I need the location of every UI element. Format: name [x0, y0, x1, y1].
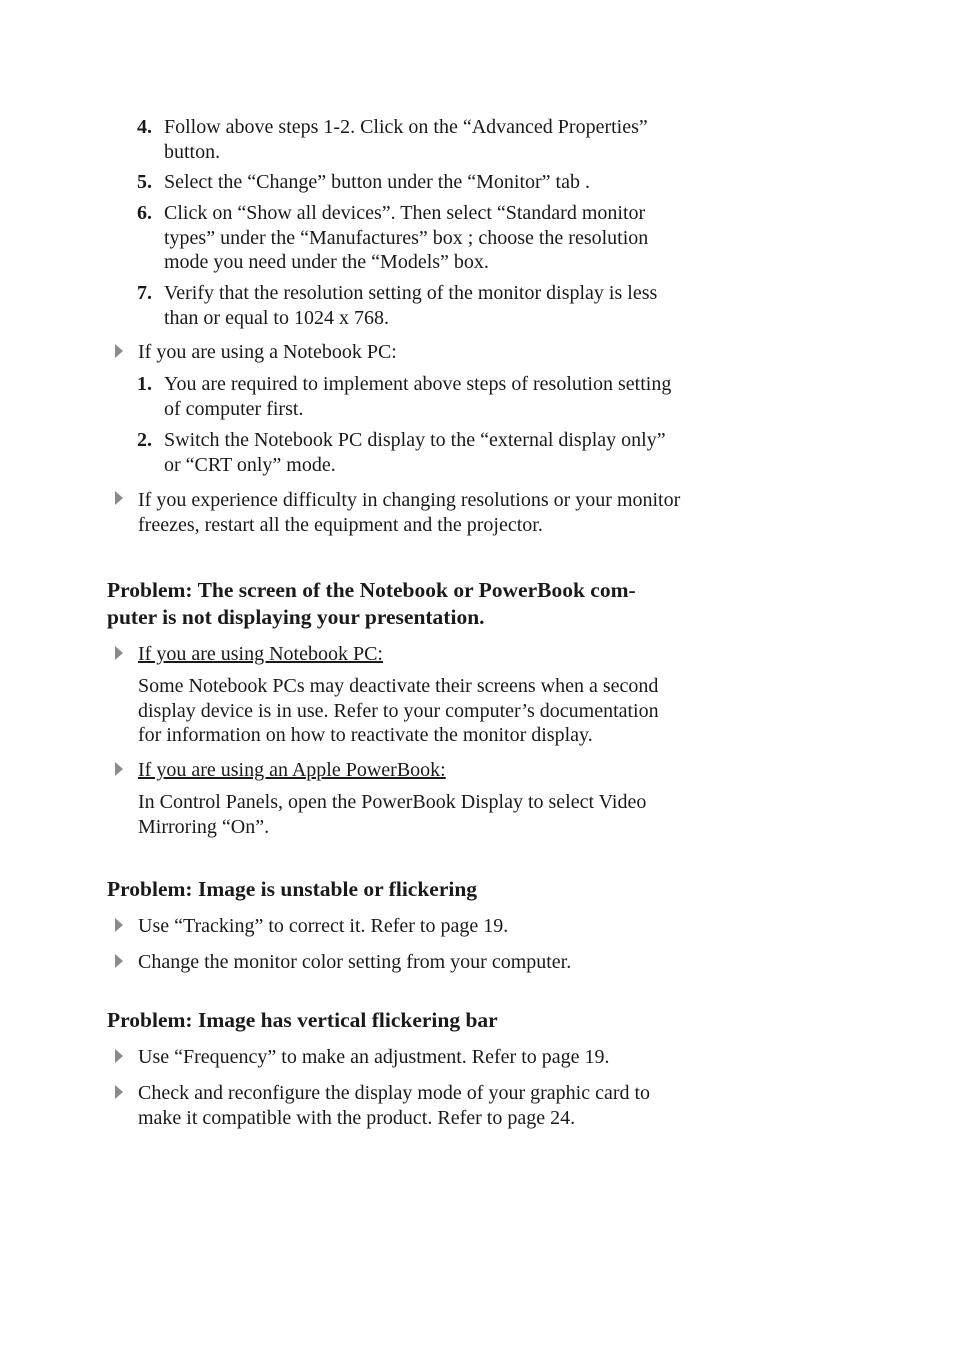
bullet-notebook-text: If you are using a Notebook PC: [138, 341, 397, 363]
bullet-text: Use “Frequency” to make an adjustment. Refer to page 19. [138, 1046, 610, 1068]
apple-subheading: If you are using an Apple PowerBook: [138, 759, 446, 781]
bullet-triangle-icon [115, 1085, 123, 1099]
step-number: 6. [137, 202, 152, 224]
problem-heading: Problem: Image is unstable or flickering [107, 877, 478, 901]
bullet-difficulty-text: If you experience difficulty in changing resolutions or your monitor freezes, restart all the equipment and the projector. [138, 489, 681, 536]
bullet-triangle-icon [115, 954, 123, 968]
step-number: 5. [137, 171, 152, 193]
bullet-text: Change the monitor color setting from your computer. [138, 951, 572, 973]
bullet-text: Check and reconfigure the display mode of your graphic card to make it compatible with the product. Refer to page 24. [138, 1082, 651, 1129]
problem-heading: Problem: The screen of the Notebook or PowerBook com- puter is not displaying your presentation. [107, 578, 636, 629]
notebook-paragraph: Some Notebook PCs may deactivate their screens when a second display device is in use. Refer to your computer’s documentation for information on how to reactivate the monitor display. [138, 675, 659, 746]
bullet-triangle-icon [115, 918, 123, 932]
bullet-triangle-icon [115, 344, 123, 358]
bullet-triangle-icon [115, 491, 123, 505]
apple-paragraph: In Control Panels, open the PowerBook Display to select Video Mirroring “On”. [138, 791, 647, 838]
notebook-subheading: If you are using Notebook PC: [138, 643, 383, 665]
step-text: Click on “Show all devices”. Then select “Standard monitor types” under the “Manufactures” box ; choose the resolution mode you need under the “Models” box. [164, 202, 649, 273]
bullet-text: Use “Tracking” to correct it. Refer to page 19. [138, 915, 509, 937]
step-number: 4. [137, 116, 152, 138]
step-text: Verify that the resolution setting of the monitor display is less than or equal to 1024 x 768. [164, 282, 658, 329]
bullet-triangle-icon [115, 762, 123, 776]
problem-heading: Problem: Image has vertical flickering bar [107, 1008, 498, 1032]
step-text: Select the “Change” button under the “Monitor” tab . [164, 171, 590, 193]
step-number: 7. [137, 282, 152, 304]
step-text: Follow above steps 1-2. Click on the “Advanced Properties” button. [164, 116, 648, 163]
step-number: 2. [137, 429, 152, 451]
step-text: You are required to implement above steps of resolution setting of computer first. [164, 373, 672, 420]
bullet-triangle-icon [115, 1049, 123, 1063]
step-number: 1. [137, 373, 152, 395]
bullet-triangle-icon [115, 646, 123, 660]
step-text: Switch the Notebook PC display to the “external display only” or “CRT only” mode. [164, 429, 666, 476]
